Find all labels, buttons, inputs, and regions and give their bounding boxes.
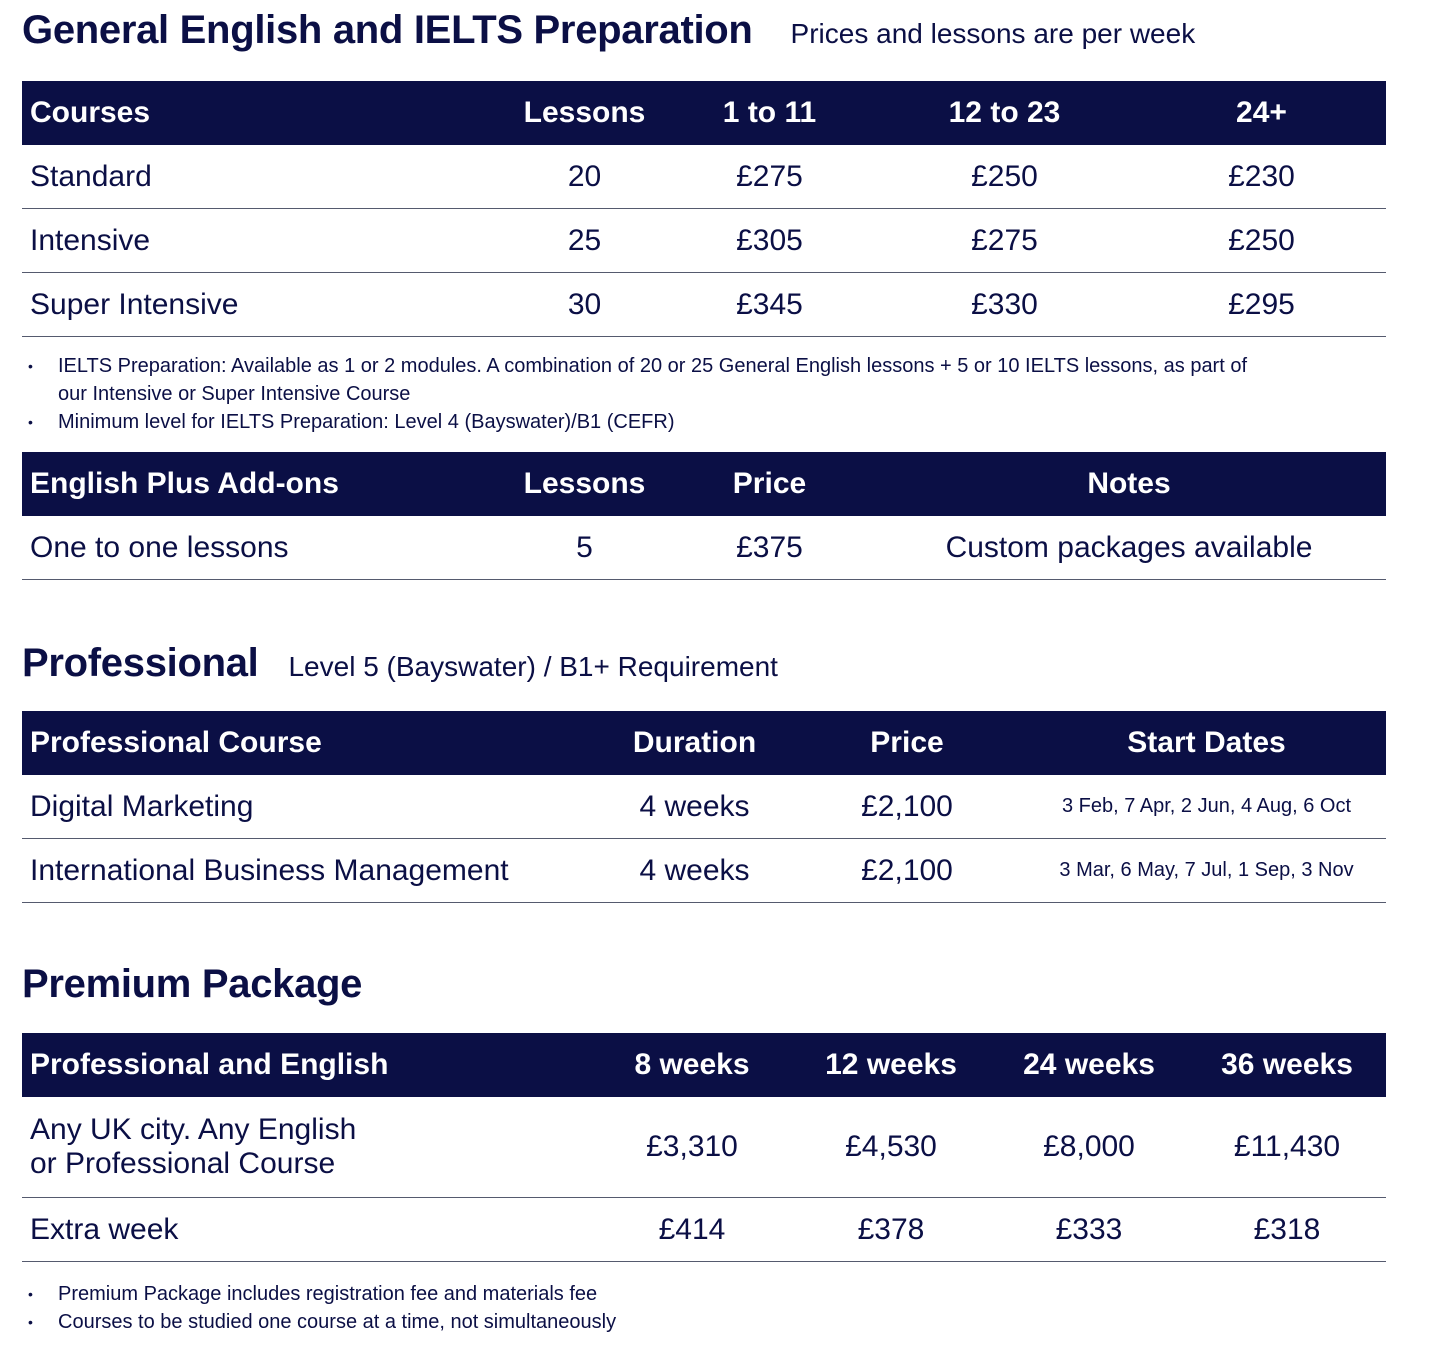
table-header-row	[22, 452, 1386, 516]
table-row	[22, 145, 1386, 209]
premium-notes-list	[22, 1280, 1386, 1336]
price-cell: £11,430	[1188, 1097, 1386, 1198]
addon-name-cell: One to one lessons	[22, 516, 502, 580]
professional-section-subtitle: Level 5 (Bayswater) / B1+ Requirement	[288, 651, 778, 682]
premium-section-heading	[22, 962, 362, 1007]
lessons-cell: 5	[502, 516, 667, 580]
column-header: 12 to 23	[948, 96, 1061, 129]
list-item	[22, 408, 1386, 436]
table-row	[22, 839, 1386, 903]
note-text: Premium Package includes registration fee and materials fee	[58, 1283, 598, 1305]
course-name-cell: Digital Marketing	[22, 775, 602, 839]
course-name-cell: Super Intensive	[22, 273, 502, 337]
column-header: Duration	[632, 726, 757, 759]
general-section-heading	[22, 8, 1195, 53]
note-text: IELTS Preparation: Available as 1 or 2 modules. A combination of 20 or 25 General English lessons + 5 or 10 IELTS lessons, as part of our Intensive or Super Intensive Course	[58, 355, 1248, 405]
column-header: 1 to 11	[722, 96, 817, 129]
price-cell: £330	[872, 273, 1137, 337]
duration-cell: 4 weeks	[602, 775, 787, 839]
column-header: 12 weeks	[825, 1048, 957, 1081]
price-cell: £378	[792, 1198, 990, 1262]
price-cell: £275	[667, 145, 872, 209]
column-header: Price	[732, 467, 807, 500]
note-text: Courses to be studied one course at a time, not simultaneously	[58, 1311, 617, 1333]
general-english-table	[22, 81, 1386, 337]
price-cell: £4,530	[792, 1097, 990, 1198]
price-cell: £3,310	[592, 1097, 792, 1198]
column-header: Lessons	[523, 467, 646, 500]
price-cell: £230	[1137, 145, 1386, 209]
premium-table	[22, 1033, 1386, 1262]
column-header: English Plus Add-ons	[30, 467, 339, 500]
lessons-cell: 25	[502, 209, 667, 273]
column-header: Lessons	[523, 96, 646, 129]
price-cell: £2,100	[787, 839, 1027, 903]
price-cell: £345	[667, 273, 872, 337]
general-section-subtitle: Prices and lessons are per week	[790, 18, 1196, 49]
column-header: Price	[870, 726, 944, 759]
price-cell: £250	[872, 145, 1137, 209]
bullet-icon: •	[28, 414, 33, 430]
price-cell: £305	[667, 209, 872, 273]
price-cell: £375	[667, 516, 872, 580]
column-header: Professional and English	[30, 1048, 389, 1081]
notes-cell: Custom packages available	[872, 516, 1386, 580]
bullet-icon: •	[28, 1314, 33, 1330]
general-notes-list	[22, 352, 1386, 436]
column-header: 24+	[1236, 96, 1287, 129]
start-dates-cell: 3 Feb, 7 Apr, 2 Jun, 4 Aug, 6 Oct	[1027, 775, 1386, 839]
list-item	[22, 1280, 1386, 1308]
lessons-cell: 30	[502, 273, 667, 337]
price-cell: £250	[1137, 209, 1386, 273]
addons-table	[22, 452, 1386, 580]
column-header: Courses	[30, 96, 151, 129]
column-header: 24 weeks	[1023, 1048, 1155, 1081]
package-name-cell	[22, 1097, 592, 1198]
course-name-cell: Intensive	[22, 209, 502, 273]
table-header-row	[22, 1033, 1386, 1097]
professional-table	[22, 711, 1386, 903]
table-row	[22, 1198, 1386, 1262]
bullet-icon: •	[28, 1286, 33, 1302]
table-header-row	[22, 81, 1386, 145]
premium-section-title: Premium Package	[22, 962, 363, 1006]
price-cell: £333	[990, 1198, 1188, 1262]
general-section-title: General English and IELTS Preparation	[22, 8, 753, 52]
column-header: 8 weeks	[634, 1048, 750, 1081]
table-row	[22, 1097, 1386, 1198]
duration-cell: 4 weeks	[602, 839, 787, 903]
column-header: Start Dates	[1127, 726, 1286, 759]
price-cell: £2,100	[787, 775, 1027, 839]
column-header: Professional Course	[30, 726, 322, 759]
note-text: Minimum level for IELTS Preparation: Level 4 (Bayswater)/B1 (CEFR)	[58, 411, 675, 433]
bullet-icon: •	[28, 358, 33, 374]
table-row	[22, 775, 1386, 839]
table-row	[22, 209, 1386, 273]
list-item	[22, 1308, 1386, 1336]
price-cell: £318	[1188, 1198, 1386, 1262]
price-cell: £295	[1137, 273, 1386, 337]
table-row	[22, 273, 1386, 337]
table-header-row	[22, 711, 1386, 775]
price-cell: £414	[592, 1198, 792, 1262]
price-cell: £275	[872, 209, 1137, 273]
start-dates-cell: 3 Mar, 6 May, 7 Jul, 1 Sep, 3 Nov	[1027, 839, 1386, 903]
course-name-cell: Standard	[22, 145, 502, 209]
list-item	[22, 352, 1258, 408]
package-name-text: Any UK city. Any English or Professional Course	[30, 1113, 357, 1180]
professional-section-title: Professional	[22, 641, 259, 685]
lessons-cell: 20	[502, 145, 667, 209]
package-name-cell: Extra week	[22, 1198, 592, 1262]
table-row	[22, 516, 1386, 580]
column-header: 36 weeks	[1221, 1048, 1353, 1081]
column-header: Notes	[1087, 467, 1171, 500]
price-cell: £8,000	[990, 1097, 1188, 1198]
course-name-cell: International Business Management	[22, 839, 602, 903]
professional-section-heading	[22, 641, 778, 686]
